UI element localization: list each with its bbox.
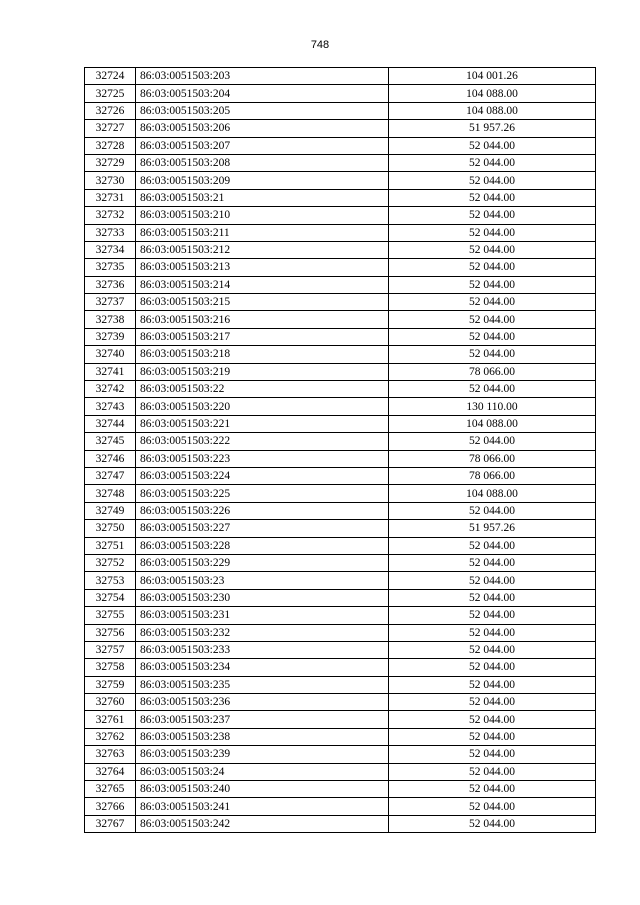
row-number-cell: 32743 (85, 398, 136, 415)
cadastral-number-cell: 86:03:0051503:222 (136, 433, 389, 450)
row-number-cell: 32750 (85, 520, 136, 537)
cadastral-number-cell: 86:03:0051503:231 (136, 607, 389, 624)
table-row (85, 659, 596, 676)
cadastral-number-cell: 86:03:0051503:225 (136, 485, 389, 502)
row-number-cell: 32760 (85, 694, 136, 711)
cadastral-number-cell: 86:03:0051503:209 (136, 172, 389, 189)
cadastral-number-cell: 86:03:0051503:232 (136, 624, 389, 641)
table-row (85, 676, 596, 693)
cadastral-value-cell: 52 044.00 (389, 381, 596, 398)
cadastral-value-cell: 52 044.00 (389, 676, 596, 693)
cadastral-value-cell: 52 044.00 (389, 659, 596, 676)
cadastral-value-cell: 52 044.00 (389, 572, 596, 589)
cadastral-value-cell: 52 044.00 (389, 781, 596, 798)
cadastral-value-cell: 52 044.00 (389, 502, 596, 519)
table-row (85, 294, 596, 311)
table-row (85, 641, 596, 658)
cadastral-value-cell: 52 044.00 (389, 241, 596, 258)
row-number-cell: 32758 (85, 659, 136, 676)
cadastral-value-cell: 130 110.00 (389, 398, 596, 415)
cadastral-number-cell: 86:03:0051503:227 (136, 520, 389, 537)
cadastral-number-cell: 86:03:0051503:219 (136, 363, 389, 380)
cadastral-value-cell: 52 044.00 (389, 798, 596, 815)
row-number-cell: 32756 (85, 624, 136, 641)
cadastral-value-cell: 78 066.00 (389, 363, 596, 380)
table-row (85, 154, 596, 171)
table-row (85, 328, 596, 345)
cadastral-number-cell: 86:03:0051503:224 (136, 467, 389, 484)
row-number-cell: 32763 (85, 746, 136, 763)
table-row (85, 259, 596, 276)
row-number-cell: 32732 (85, 207, 136, 224)
cadastral-number-cell: 86:03:0051503:221 (136, 415, 389, 432)
row-number-cell: 32725 (85, 85, 136, 102)
cadastral-value-cell: 52 044.00 (389, 589, 596, 606)
cadastral-value-cell: 52 044.00 (389, 815, 596, 832)
table-row (85, 381, 596, 398)
table-row (85, 589, 596, 606)
table-row (85, 502, 596, 519)
table-row (85, 450, 596, 467)
cadastral-value-cell: 78 066.00 (389, 450, 596, 467)
cadastral-number-cell: 86:03:0051503:206 (136, 120, 389, 137)
cadastral-value-cell: 52 044.00 (389, 311, 596, 328)
row-number-cell: 32740 (85, 346, 136, 363)
cadastral-value-cell: 52 044.00 (389, 711, 596, 728)
cadastral-value-cell: 52 044.00 (389, 154, 596, 171)
cadastral-value-cell: 52 044.00 (389, 694, 596, 711)
cadastral-value-cell: 104 088.00 (389, 415, 596, 432)
table-row (85, 694, 596, 711)
cadastral-number-cell: 86:03:0051503:236 (136, 694, 389, 711)
cadastral-number-cell: 86:03:0051503:242 (136, 815, 389, 832)
row-number-cell: 32727 (85, 120, 136, 137)
cadastral-value-cell: 52 044.00 (389, 624, 596, 641)
row-number-cell: 32741 (85, 363, 136, 380)
cadastral-number-cell: 86:03:0051503:220 (136, 398, 389, 415)
table-row (85, 485, 596, 502)
row-number-cell: 32738 (85, 311, 136, 328)
row-number-cell: 32729 (85, 154, 136, 171)
cadastral-number-cell: 86:03:0051503:21 (136, 189, 389, 206)
row-number-cell: 32737 (85, 294, 136, 311)
cadastral-number-cell: 86:03:0051503:205 (136, 102, 389, 119)
cadastral-number-cell: 86:03:0051503:204 (136, 85, 389, 102)
row-number-cell: 32742 (85, 381, 136, 398)
row-number-cell: 32757 (85, 641, 136, 658)
cadastral-value-cell: 52 044.00 (389, 172, 596, 189)
cadastral-number-cell: 86:03:0051503:207 (136, 137, 389, 154)
row-number-cell: 32751 (85, 537, 136, 554)
cadastral-number-cell: 86:03:0051503:223 (136, 450, 389, 467)
cadastral-value-cell: 52 044.00 (389, 207, 596, 224)
table-row (85, 102, 596, 119)
row-number-cell: 32755 (85, 607, 136, 624)
table-row (85, 520, 596, 537)
cadastral-number-cell: 86:03:0051503:228 (136, 537, 389, 554)
cadastral-number-cell: 86:03:0051503:237 (136, 711, 389, 728)
cadastral-value-cell: 52 044.00 (389, 607, 596, 624)
row-number-cell: 32764 (85, 763, 136, 780)
cadastral-number-cell: 86:03:0051503:229 (136, 554, 389, 571)
table-row (85, 311, 596, 328)
cadastral-value-table (84, 67, 596, 833)
cadastral-number-cell: 86:03:0051503:210 (136, 207, 389, 224)
cadastral-number-cell: 86:03:0051503:212 (136, 241, 389, 258)
table-row (85, 746, 596, 763)
row-number-cell: 32735 (85, 259, 136, 276)
table-row (85, 607, 596, 624)
row-number-cell: 32753 (85, 572, 136, 589)
row-number-cell: 32724 (85, 68, 136, 85)
row-number-cell: 32734 (85, 241, 136, 258)
cadastral-number-cell: 86:03:0051503:203 (136, 68, 389, 85)
cadastral-value-cell: 52 044.00 (389, 328, 596, 345)
cadastral-number-cell: 86:03:0051503:216 (136, 311, 389, 328)
table-row (85, 398, 596, 415)
row-number-cell: 32728 (85, 137, 136, 154)
table-row (85, 363, 596, 380)
row-number-cell: 32739 (85, 328, 136, 345)
cadastral-number-cell: 86:03:0051503:241 (136, 798, 389, 815)
row-number-cell: 32759 (85, 676, 136, 693)
cadastral-value-cell: 52 044.00 (389, 433, 596, 450)
row-number-cell: 32762 (85, 728, 136, 745)
row-number-cell: 32761 (85, 711, 136, 728)
cadastral-number-cell: 86:03:0051503:238 (136, 728, 389, 745)
row-number-cell: 32754 (85, 589, 136, 606)
cadastral-number-cell: 86:03:0051503:211 (136, 224, 389, 241)
table-row (85, 554, 596, 571)
row-number-cell: 32726 (85, 102, 136, 119)
row-number-cell: 32747 (85, 467, 136, 484)
cadastral-number-cell: 86:03:0051503:208 (136, 154, 389, 171)
table-row (85, 224, 596, 241)
cadastral-value-cell: 104 088.00 (389, 485, 596, 502)
cadastral-number-cell: 86:03:0051503:226 (136, 502, 389, 519)
cadastral-value-cell: 51 957.26 (389, 120, 596, 137)
table-row (85, 415, 596, 432)
cadastral-number-cell: 86:03:0051503:239 (136, 746, 389, 763)
cadastral-value-cell: 104 088.00 (389, 85, 596, 102)
table-row (85, 467, 596, 484)
row-number-cell: 32752 (85, 554, 136, 571)
cadastral-value-cell: 52 044.00 (389, 259, 596, 276)
cadastral-number-cell: 86:03:0051503:215 (136, 294, 389, 311)
table-row (85, 728, 596, 745)
cadastral-value-cell: 52 044.00 (389, 346, 596, 363)
row-number-cell: 32731 (85, 189, 136, 206)
cadastral-number-cell: 86:03:0051503:22 (136, 381, 389, 398)
cadastral-value-cell: 52 044.00 (389, 746, 596, 763)
cadastral-value-cell: 104 088.00 (389, 102, 596, 119)
cadastral-number-cell: 86:03:0051503:24 (136, 763, 389, 780)
row-number-cell: 32749 (85, 502, 136, 519)
table-row (85, 68, 596, 85)
table-row (85, 346, 596, 363)
cadastral-value-cell: 52 044.00 (389, 554, 596, 571)
table-row (85, 241, 596, 258)
table-body (85, 68, 596, 833)
table-row (85, 85, 596, 102)
row-number-cell: 32745 (85, 433, 136, 450)
cadastral-value-cell: 52 044.00 (389, 763, 596, 780)
cadastral-value-cell: 104 001.26 (389, 68, 596, 85)
cadastral-value-cell: 52 044.00 (389, 137, 596, 154)
cadastral-value-cell: 52 044.00 (389, 728, 596, 745)
row-number-cell: 32733 (85, 224, 136, 241)
table-row (85, 172, 596, 189)
table-row (85, 276, 596, 293)
cadastral-value-cell: 52 044.00 (389, 189, 596, 206)
cadastral-number-cell: 86:03:0051503:217 (136, 328, 389, 345)
table-row (85, 798, 596, 815)
cadastral-value-cell: 52 044.00 (389, 276, 596, 293)
table-row (85, 433, 596, 450)
table-row (85, 815, 596, 832)
table-row (85, 781, 596, 798)
cadastral-number-cell: 86:03:0051503:214 (136, 276, 389, 293)
table-row (85, 572, 596, 589)
cadastral-number-cell: 86:03:0051503:23 (136, 572, 389, 589)
table-row (85, 189, 596, 206)
row-number-cell: 32748 (85, 485, 136, 502)
cadastral-value-cell: 52 044.00 (389, 294, 596, 311)
cadastral-number-cell: 86:03:0051503:218 (136, 346, 389, 363)
cadastral-number-cell: 86:03:0051503:235 (136, 676, 389, 693)
cadastral-value-cell: 78 066.00 (389, 467, 596, 484)
row-number-cell: 32730 (85, 172, 136, 189)
row-number-cell: 32736 (85, 276, 136, 293)
table-row (85, 763, 596, 780)
row-number-cell: 32746 (85, 450, 136, 467)
cadastral-value-cell: 52 044.00 (389, 641, 596, 658)
cadastral-value-cell: 51 957.26 (389, 520, 596, 537)
row-number-cell: 32765 (85, 781, 136, 798)
cadastral-number-cell: 86:03:0051503:234 (136, 659, 389, 676)
table-row (85, 137, 596, 154)
cadastral-number-cell: 86:03:0051503:240 (136, 781, 389, 798)
table-row (85, 207, 596, 224)
row-number-cell: 32744 (85, 415, 136, 432)
table-row (85, 120, 596, 137)
row-number-cell: 32767 (85, 815, 136, 832)
cadastral-number-cell: 86:03:0051503:230 (136, 589, 389, 606)
table-row (85, 624, 596, 641)
table-row (85, 711, 596, 728)
cadastral-number-cell: 86:03:0051503:213 (136, 259, 389, 276)
page-number: 748 (310, 39, 330, 51)
cadastral-value-cell: 52 044.00 (389, 224, 596, 241)
table-row (85, 537, 596, 554)
row-number-cell: 32766 (85, 798, 136, 815)
cadastral-value-cell: 52 044.00 (389, 537, 596, 554)
cadastral-number-cell: 86:03:0051503:233 (136, 641, 389, 658)
